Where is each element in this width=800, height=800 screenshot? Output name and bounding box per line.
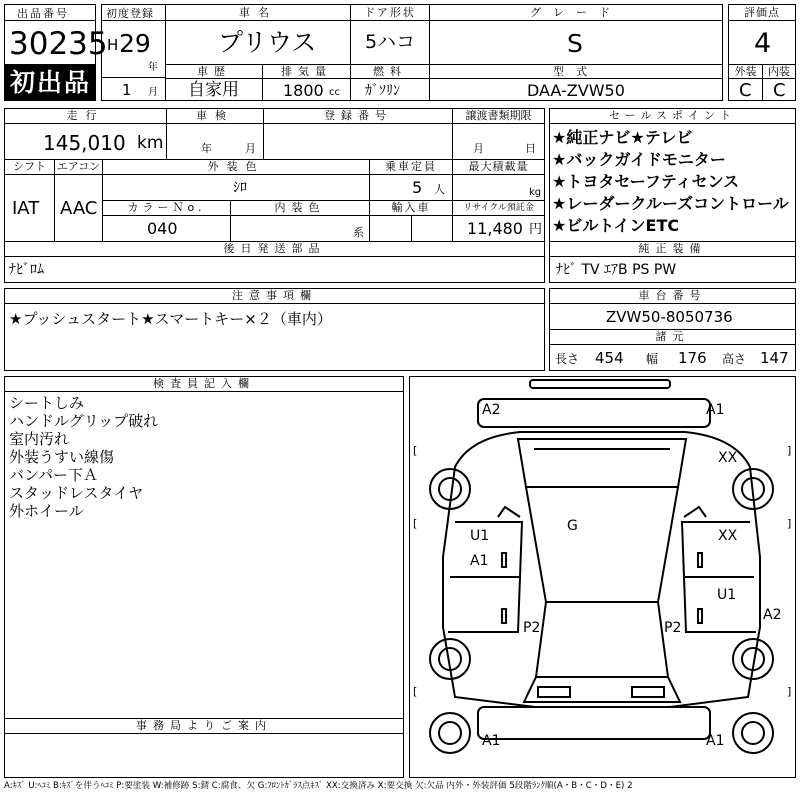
lot-label: 出品番号 <box>17 7 69 20</box>
chassis-cell <box>549 303 796 330</box>
dimensions-cell <box>549 344 796 371</box>
exterior-label: 外装 <box>728 64 763 79</box>
grade-label: グレード <box>429 4 723 21</box>
exterior-color: ｼﾛ <box>233 180 247 196</box>
displacement: 1800 <box>283 81 324 100</box>
recycle-cell <box>452 215 545 242</box>
score-cell <box>728 20 796 65</box>
mark-a1-rear-right: A1 <box>706 402 725 418</box>
transfer-day-unit: 日 <box>525 142 536 155</box>
model: DAA-ZVW50 <box>527 81 625 100</box>
equipment-label: 純正装備 <box>549 241 796 257</box>
sales-point-item: ★トヨタセーフティセンス <box>552 172 740 191</box>
history-label: 車歴 <box>165 64 263 79</box>
car-name-label: 車名 <box>165 4 351 21</box>
lot-number: 30235 <box>9 26 108 62</box>
first-reg-label: 初度登録 <box>106 7 154 20</box>
height-label: 高さ <box>722 352 747 366</box>
capacity-cell <box>369 174 453 201</box>
grade-cell <box>429 20 723 65</box>
exterior-grade-cell <box>728 78 763 101</box>
door-label: ドア形状 <box>350 4 430 21</box>
mileage-cell <box>4 123 167 160</box>
color-label: 外装色 <box>102 159 370 175</box>
first-reg-cell <box>101 20 166 78</box>
damage-legend: A:ｷｽﾞ U:ﾍｺﾐ B:ｷｽﾞを伴うﾍｺﾐ P:要塗装 W:補修跡 S:錆 C:腐食、欠 G:ﾌﾛﾝﾄｶﾞﾗｽ点ｷｽﾞ XX:交換済み X:要交換 欠:欠品 内外・外装評価 5段階ﾗﾝｸ順(A・B・C・D・E) 2 <box>4 781 633 791</box>
inspector-line: 外ホイール <box>9 502 84 520</box>
mark-u1-right-front-door: U1 <box>717 587 737 603</box>
mileage: 145,010 <box>43 131 126 155</box>
fuel-label: 燃料 <box>350 64 430 79</box>
sales-point-item: ★バックガイドモニター <box>552 150 726 169</box>
notes-box <box>4 303 545 371</box>
car-outline <box>410 377 795 777</box>
bracket-left-rear: [ <box>413 444 418 457</box>
inspector-line: 室内汚れ <box>9 430 70 448</box>
import-label: 輸入車 <box>369 200 453 216</box>
inspection-label: 車検 <box>166 108 264 124</box>
ac-label: エアコン <box>54 159 103 175</box>
bracket-left-mid: [ <box>413 517 418 530</box>
dimensions-label: 諸元 <box>549 329 796 345</box>
lot-label-cell <box>4 4 96 21</box>
year-unit: 年 <box>148 62 158 73</box>
history-cell <box>165 78 263 101</box>
office-box <box>4 733 404 778</box>
inspector-line: ハンドルグリップ破れ <box>9 412 159 430</box>
notes-text: ★プッシュスタート★スマートキー×２（車内） <box>9 310 332 328</box>
sales-point-item: ★ビルトインETC <box>552 216 680 235</box>
transfer-cell <box>452 123 545 160</box>
mark-xx-right-rear-door: XX <box>718 528 738 544</box>
inspector-line: スタッドレスタイヤ <box>9 484 144 502</box>
grade: S <box>567 29 583 58</box>
displacement-label: 排気量 <box>262 64 351 79</box>
mileage-unit: km <box>137 133 164 153</box>
bracket-right-mid: ] <box>787 517 792 530</box>
interior-color-label: 内装色 <box>230 200 370 216</box>
transfer-label: 譲渡書類期限 <box>452 108 545 124</box>
recycle-unit: 円 <box>529 222 543 237</box>
first-reg-label-cell <box>101 4 166 21</box>
mark-a2-rear-left: A2 <box>482 402 501 418</box>
interior-label: 内装 <box>762 64 796 79</box>
reg-month: 1 <box>122 81 132 99</box>
length-label: 長さ <box>555 352 580 366</box>
displacement-cell <box>262 78 351 101</box>
car-name: プリウス <box>218 28 317 57</box>
recycle: 11,480 <box>467 219 523 238</box>
chassis-number: ZVW50-8050736 <box>606 308 733 326</box>
car-name-cell <box>165 20 351 65</box>
mark-p2-right-hood: P2 <box>664 620 682 636</box>
inspector-label: 検査員記入欄 <box>4 376 404 392</box>
length-value: 454 <box>595 349 624 367</box>
office-label: 事務局よりご案内 <box>4 718 404 734</box>
bracket-right-rear: ] <box>787 444 792 457</box>
door-cell <box>350 20 430 65</box>
shift-label: シフト <box>4 159 55 175</box>
import-cell <box>369 215 453 242</box>
bracket-left-front: [ <box>413 685 418 698</box>
inspection-year-unit: 年 <box>201 142 212 155</box>
width-value: 176 <box>678 349 707 367</box>
inspector-line: バンパー下Ａ <box>9 466 98 484</box>
reg-no-cell <box>263 123 453 160</box>
bracket-right-front: ] <box>787 685 792 698</box>
height-value: 147 <box>760 349 789 367</box>
equipment-cell <box>549 256 796 283</box>
mileage-label: 走行 <box>4 108 167 124</box>
mark-a1-front-left: A1 <box>482 733 501 749</box>
sales-point-item: ★レーダークルーズコントロール <box>552 194 789 213</box>
inspection-cell <box>166 123 264 160</box>
fuel-cell <box>350 78 430 101</box>
capacity-label: 乗車定員 <box>369 159 453 175</box>
model-cell <box>429 78 723 101</box>
color-cell <box>102 174 370 201</box>
fuel: ｶﾞｿﾘﾝ <box>365 83 400 99</box>
color-no-cell <box>102 215 231 242</box>
interior-grade: C <box>773 80 786 101</box>
load-cell <box>452 174 545 201</box>
inspector-line: 外装うすい線傷 <box>9 448 115 466</box>
lot-number-cell <box>4 20 108 65</box>
sales-points-label: セールスポイント <box>549 108 796 124</box>
car-diagram <box>409 376 796 778</box>
later-parts-label: 後日発送部品 <box>4 241 545 257</box>
sales-point-item: ★純正ナビ★テレビ <box>552 128 693 147</box>
door-type: 5ハコ <box>365 31 416 53</box>
equipment: ﾅﾋﾞ TV ｴｱB PS PW <box>556 262 677 278</box>
first-listing-text: 初出品 <box>10 68 92 97</box>
displacement-unit: cc <box>329 87 340 98</box>
exterior-grade: C <box>739 80 752 101</box>
mark-a1-left-rear-door: A1 <box>470 553 489 569</box>
notes-label: 注意事項欄 <box>4 288 545 304</box>
chassis-label: 車台番号 <box>549 288 796 304</box>
mark-a1-front-right: A1 <box>706 733 725 749</box>
reg-no-label: 登録番号 <box>263 108 453 124</box>
transfer-month-unit: 月 <box>473 142 484 155</box>
era: H <box>107 36 119 54</box>
width-label: 幅 <box>646 352 659 366</box>
reg-year: 29 <box>119 29 151 58</box>
mark-a2-right-fender: A2 <box>763 607 782 623</box>
month-unit: 月 <box>148 87 158 98</box>
shift-cell <box>4 174 55 242</box>
import-divider <box>411 216 412 241</box>
ac-cell <box>54 174 103 242</box>
mark-g-glass: G <box>567 518 578 534</box>
color-no: 040 <box>147 219 178 238</box>
inspector-box <box>4 391 404 719</box>
ac: AAC <box>60 198 98 219</box>
recycle-label: リサイクル預託金 <box>452 200 545 216</box>
shift: IAT <box>12 198 40 219</box>
load-unit: kg <box>529 187 542 198</box>
color-no-label: カラーＮo. <box>102 200 231 216</box>
inspection-month-unit: 月 <box>245 142 256 155</box>
mark-p2-left-hood: P2 <box>523 620 541 636</box>
inspector-line: シートしみ <box>9 394 85 412</box>
model-label: 型式 <box>429 64 723 79</box>
capacity-unit: 人 <box>434 183 445 196</box>
mark-u1-left-rear-door: U1 <box>470 528 490 544</box>
first-reg-month-cell <box>101 77 166 101</box>
score-label: 評価点 <box>728 4 796 21</box>
interior-grade-cell <box>762 78 796 101</box>
capacity: 5 <box>412 178 423 197</box>
interior-color-cell <box>230 215 370 242</box>
history: 自家用 <box>188 80 239 100</box>
score: 4 <box>754 28 772 59</box>
interior-color-unit: 系 <box>353 226 364 239</box>
later-parts: ﾅﾋﾞﾛﾑ <box>9 262 44 278</box>
later-parts-cell <box>4 256 545 283</box>
mark-xx-right-rear: XX <box>718 450 738 466</box>
load-label: 最大積載量 <box>452 159 545 175</box>
first-listing-badge <box>4 65 96 101</box>
sales-points-box <box>549 123 796 242</box>
